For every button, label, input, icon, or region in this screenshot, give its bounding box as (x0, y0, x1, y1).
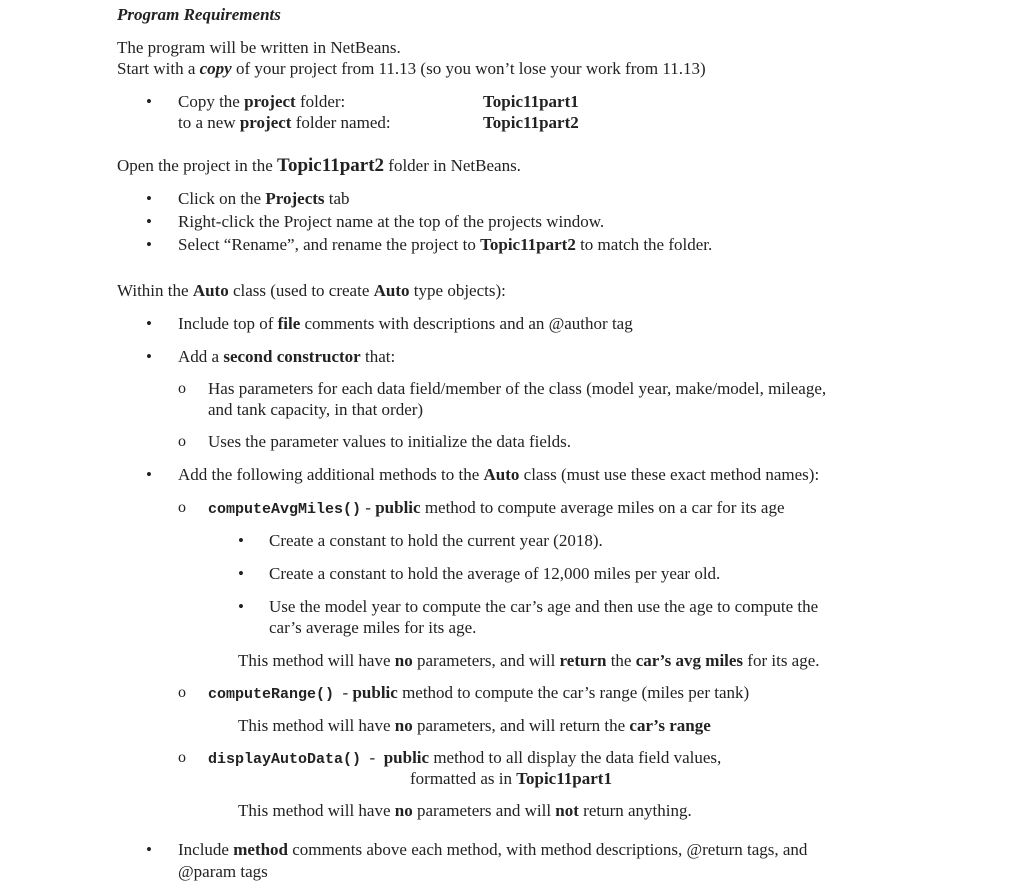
page-title: Program Requirements (117, 5, 281, 24)
bullet-icon: • (238, 597, 244, 616)
open-step-2: Right-click the Project name at the top of the projects window. (178, 212, 605, 231)
copy-step-line-1: Copy the project folder: (178, 92, 346, 111)
bullet-icon: • (146, 347, 152, 366)
copy-step-line-2: to a new project folder named: (178, 113, 391, 132)
method-comments-line-2: @param tags (178, 862, 268, 881)
intro-line-2: Start with a copy of your project from 11.13 (so you won’t lose your work from 11.13) (117, 59, 706, 78)
circle-bullet-icon: o (178, 433, 186, 450)
bullet-icon: • (146, 314, 152, 333)
bullet-icon: • (238, 531, 244, 550)
copy-target-folder: Topic11part2 (483, 113, 579, 132)
constructor-sub-1-line-2: and tank capacity, in that order) (208, 400, 424, 419)
auto-item-3: Add the following additional methods to the Auto class (must use these exact method names): (178, 465, 820, 484)
avg-note: This method will have no parameters, and will return the car’s avg miles for its age. (238, 651, 820, 670)
avg-step-3-line-2: car’s average miles for its age. (269, 618, 477, 637)
auto-item-2: Add a second constructor that: (178, 347, 396, 366)
bullet-icon: • (146, 235, 152, 254)
range-note: This method will have no parameters, and will return the car’s range (238, 716, 711, 735)
avg-step-2: Create a constant to hold the average of 12,000 miles per year old. (269, 564, 721, 583)
copy-source-folder: Topic11part1 (483, 92, 579, 111)
circle-bullet-icon: o (178, 499, 186, 516)
method-avg-miles: computeAvgMiles() - public method to compute average miles on a car for its age (208, 498, 785, 518)
avg-step-1: Create a constant to hold the current year (2018). (269, 531, 603, 550)
bullet-icon: • (146, 465, 152, 484)
bullet-icon: • (146, 189, 152, 208)
open-step-3: Select “Rename”, and rename the project to Topic11part2 to match the folder. (178, 235, 713, 254)
intro-line-1: The program will be written in NetBeans. (117, 38, 401, 57)
within-auto-line: Within the Auto class (used to create Auto type objects): (117, 281, 506, 300)
bullet-icon: • (146, 212, 152, 231)
bullet-icon: • (146, 92, 152, 111)
display-note: This method will have no parameters and will not return anything. (238, 801, 692, 820)
method-display-auto-data: displayAutoData() - public method to all display the data field values, (208, 748, 722, 768)
constructor-sub-2: Uses the parameter values to initialize the data fields. (208, 432, 572, 451)
method-compute-range: computeRange() - public method to compute the car’s range (miles per tank) (208, 683, 750, 703)
avg-step-3-line-1: Use the model year to compute the car’s age and then use the age to compute the (269, 597, 819, 616)
bullet-icon: • (238, 564, 244, 583)
open-project-line: Open the project in the Topic11part2 folder in NetBeans. (117, 155, 521, 176)
circle-bullet-icon: o (178, 380, 186, 397)
bullet-icon: • (146, 840, 152, 859)
open-step-1: Click on the Projects tab (178, 189, 350, 208)
auto-item-1: Include top of file comments with descriptions and an @author tag (178, 314, 633, 333)
circle-bullet-icon: o (178, 684, 186, 701)
constructor-sub-1-line-1: Has parameters for each data field/member of the class (model year, make/model, mileage, (208, 379, 827, 398)
method-comments-line-1: Include method comments above each method, with method descriptions, @return tags, and (178, 840, 808, 859)
circle-bullet-icon: o (178, 749, 186, 766)
display-line-2: formatted as in Topic11part1 (410, 769, 612, 788)
